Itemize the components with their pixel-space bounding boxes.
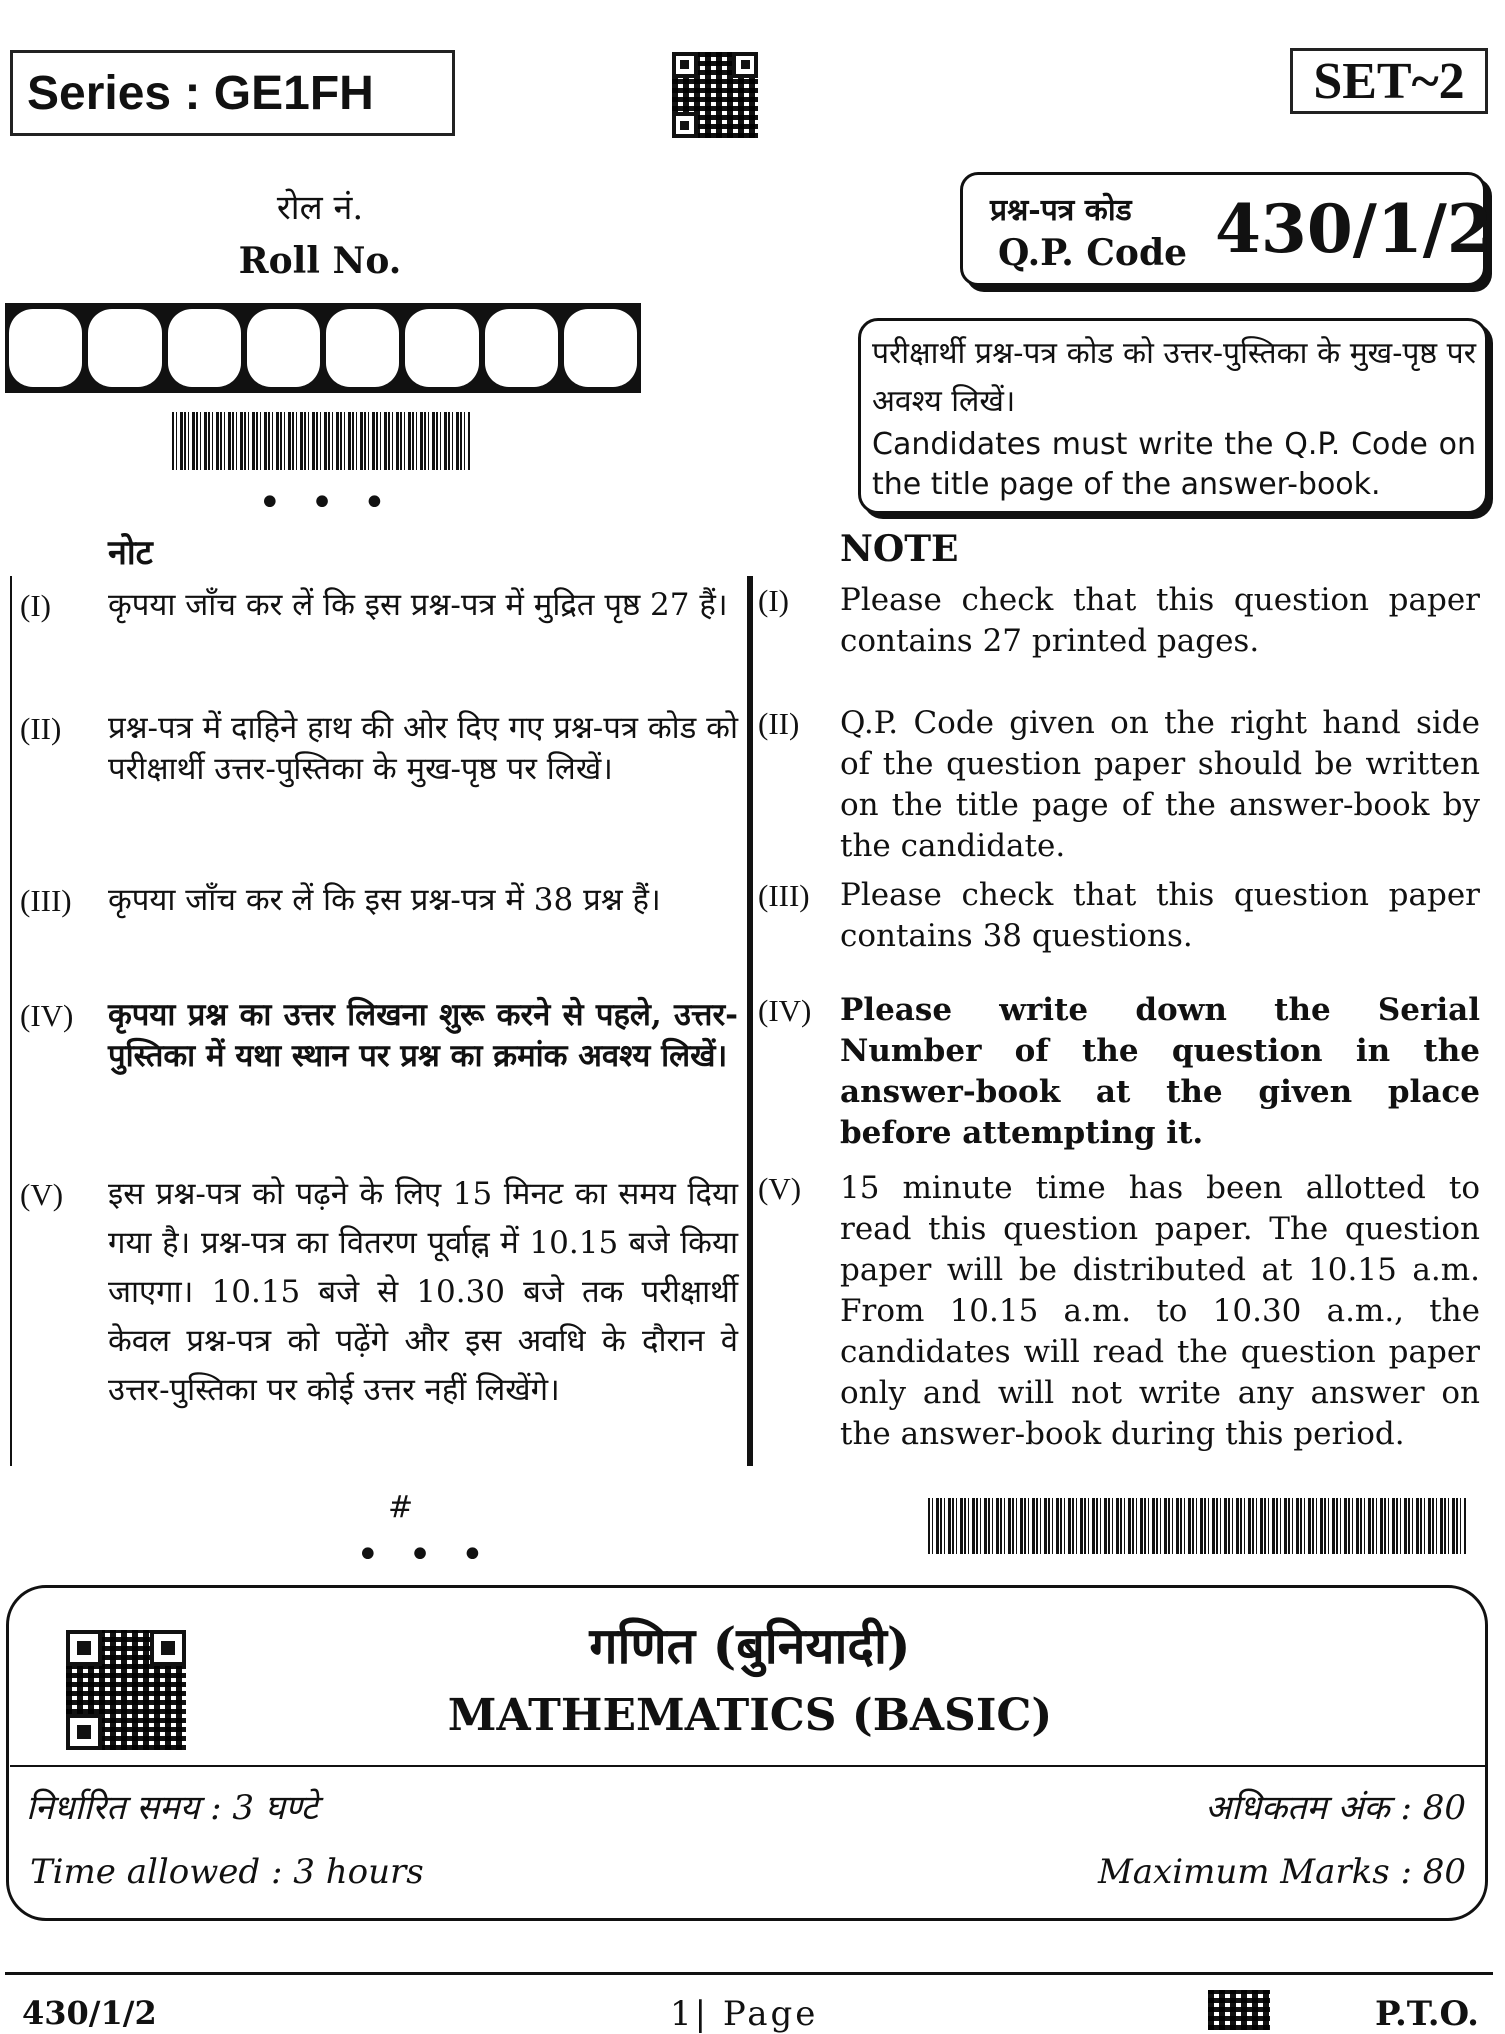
maximum-marks-hindi: अधिकतम अंक : 80 — [1205, 1788, 1466, 1828]
time-allowed-english: Time allowed : 3 hours — [30, 1852, 424, 1892]
note-number: (II) — [20, 711, 62, 746]
note-number: (V) — [758, 1171, 802, 1206]
qp-code-value: 430/1/2 — [1215, 190, 1493, 268]
note-number: (IV) — [758, 993, 812, 1028]
candidate-instruction-hindi: परीक्षार्थी प्रश्न-पत्र कोड को उत्तर-पुस्तिका के मुख-पृष्ठ पर अवश्य लिखें। — [872, 336, 1476, 419]
hash-marker: # — [388, 1490, 414, 1525]
note-number: (II) — [758, 706, 800, 741]
set-label: SET~2 — [1290, 48, 1488, 114]
page-number: 1| Page — [670, 1994, 819, 2034]
note-number: (I) — [758, 583, 789, 618]
footer-qp-code: 430/1/2 — [22, 1994, 157, 2032]
candidate-instruction-english: Candidates must write the Q.P. Code on the title page of the answer-book. — [872, 427, 1476, 502]
footer-divider — [5, 1972, 1493, 1975]
note-heading-hindi: नोट — [108, 533, 153, 573]
pto-label: P.T.O. — [1375, 1994, 1479, 2034]
roll-digit-box[interactable] — [326, 309, 399, 387]
qr-code-subject — [66, 1630, 186, 1750]
time-allowed-hindi: निर्धारित समय : 3 घण्टे — [26, 1788, 318, 1828]
note-number: (V) — [20, 1177, 64, 1212]
note-text-hindi: कृपया जाँच कर लें कि इस प्रश्न-पत्र में 38 प्रश्न हैं। — [108, 882, 661, 918]
maximum-marks-english: Maximum Marks : 80 — [1097, 1852, 1466, 1892]
note-text-english: 15 minute time has been allotted to read this question paper. The question paper will be distributed at 10.15 a.m. From 10.15 a.m. to 10.30 a.m., the candidates will read the question paper only and will not write any answer on the answer-book during this period. — [840, 1170, 1480, 1452]
qr-code-footer — [1208, 1990, 1270, 2030]
note-text-english: Please check that this question paper contains 38 questions. — [840, 877, 1480, 954]
subject-title-english: MATHEMATICS (BASIC) — [447, 1690, 1053, 1741]
note-text-english: Q.P. Code given on the right hand side of the question paper should be written on the title page of the answer-book by the candidate. — [840, 705, 1480, 864]
note-text-hindi: प्रश्न-पत्र में दाहिने हाथ की ओर दिए गए प्रश्न-पत्र कोड को परीक्षार्थी उत्तर-पुस्तिका के मुख-पृष्ठ पर लिखें। — [108, 710, 738, 787]
note-number: (III) — [758, 878, 810, 913]
roll-digit-box[interactable] — [9, 309, 82, 387]
dots-marker: • • • — [356, 1532, 493, 1578]
note-heading-english: NOTE — [840, 528, 959, 570]
roll-digit-box[interactable] — [247, 309, 320, 387]
roll-digit-box[interactable] — [405, 309, 478, 387]
barcode-middle — [928, 1498, 1466, 1554]
roll-digit-box[interactable] — [485, 309, 558, 387]
qp-code-label-english: Q.P. Code — [998, 232, 1188, 274]
dots-marker: • • • — [258, 480, 395, 526]
roll-digit-box[interactable] — [168, 309, 241, 387]
roll-digit-box[interactable] — [88, 309, 161, 387]
note-text-english: Please check that this question paper contains 27 printed pages. — [840, 582, 1480, 659]
divider-middle — [747, 576, 753, 1466]
barcode-top — [172, 412, 470, 470]
note-text-hindi: इस प्रश्न-पत्र को पढ़ने के लिए 15 मिनट का समय दिया गया है। प्रश्न-पत्र का वितरण पूर्वाह्न में 10.15 बजे किया जाएगा। 10.15 बजे से 10.30 बजे तक परीक्षार्थी केवल प्रश्न-पत्र को पढ़ेंगे और इस अवधि के दौरान वे उत्तर-पुस्तिका पर कोई उत्तर नहीं लिखेंगे। — [108, 1176, 738, 1408]
note-number: (III) — [20, 883, 72, 918]
series-label: Series : GE1FH — [10, 50, 455, 136]
note-text-english: Please write down the Serial Number of the question in the answer-book at the given place before attempting it. — [840, 992, 1480, 1151]
roll-number-boxes[interactable] — [5, 303, 641, 393]
note-number: (IV) — [20, 998, 74, 1033]
note-number: (I) — [20, 588, 51, 623]
note-text-hindi: कृपया जाँच कर लें कि इस प्रश्न-पत्र में मुद्रित पृष्ठ 27 हैं। — [108, 587, 728, 623]
qp-code-label-hindi: प्रश्न-पत्र कोड — [990, 193, 1132, 228]
qr-code-top — [672, 52, 758, 138]
subject-divider — [10, 1765, 1486, 1767]
subject-title-hindi: गणित (बुनियादी) — [589, 1616, 911, 1675]
divider-left — [10, 576, 12, 1466]
roll-label-hindi: रोल नं. — [276, 188, 364, 228]
roll-label-english: Roll No. — [238, 240, 402, 282]
note-text-hindi: कृपया प्रश्न का उत्तर लिखना शुरू करने से पहले, उत्तर-पुस्तिका में यथा स्थान पर प्रश्न का क्रमांक अवश्य लिखें। — [108, 997, 738, 1074]
roll-digit-box[interactable] — [564, 309, 637, 387]
